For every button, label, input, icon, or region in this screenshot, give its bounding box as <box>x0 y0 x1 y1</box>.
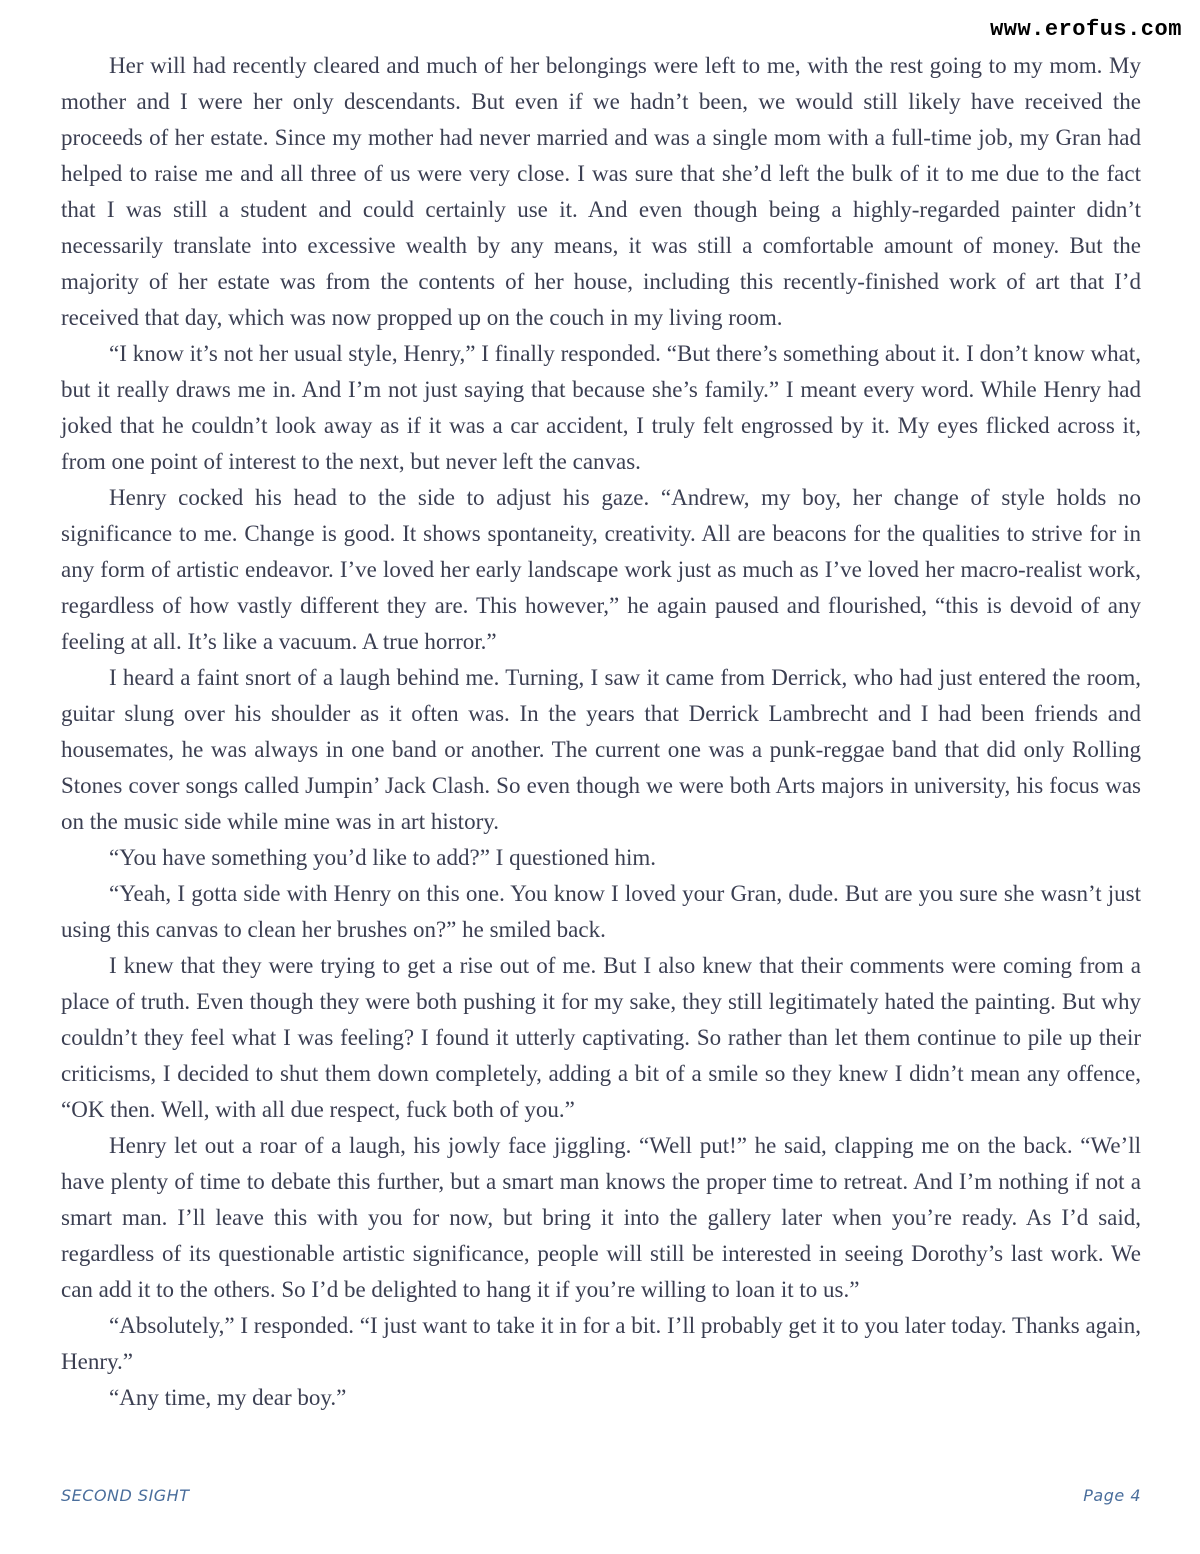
paragraph: Henry let out a roar of a laugh, his jowly face jiggling. “Well put!” he said, clapping me on the back. “We’ll have plenty of time to debate this further, but a smart man knows the proper time to retreat. And I’m nothing if not a smart man. I’ll leave this with you for now, but bring it into the gallery later when you’re ready. As I’d said, regardless of its questionable artistic significance, people will still be interested in seeing Dorothy’s last work. We can add it to the others. So I’d be delighted to hang it if you’re willing to loan it to us.” <box>61 1133 1141 1302</box>
page-number: Page 4 <box>1083 1486 1141 1505</box>
paragraph: “Yeah, I gotta side with Henry on this one. You know I loved your Gran, dude. But are you sure she wasn’t just using this canvas to clean her brushes on?” he smiled back. <box>61 881 1141 942</box>
paragraph: “You have something you’d like to add?” I questioned him. <box>109 845 657 870</box>
paragraph: I heard a faint snort of a laugh behind me. Turning, I saw it came from Derrick, who had just entered the room, guitar slung over his shoulder as it often was. In the years that Derrick Lambrecht and I had been friends and housemates, he was always in one band or another. The current one was a punk-reggae band that did only Rolling Stones cover songs called Jumpin’ Jack Clash. So even though we were both Arts majors in university, his focus was on the music side while mine was in art history. <box>61 665 1141 834</box>
paragraph: Henry cocked his head to the side to adjust his gaze. “Andrew, my boy, her change of style holds no significance to me. Change is good. It shows spontaneity, creativity. All are beacons for the qualities to strive for in any form of artistic endeavor. I’ve loved her early landscape work just as much as I’ve loved her macro-realist work, regardless of how vastly different they are. This however,” he again paused and flourished, “this is devoid of any feeling at all. It’s like a vacuum. A true horror.” <box>61 485 1141 654</box>
page-footer <box>61 1486 1141 1505</box>
footer-title: SECOND SIGHT <box>61 1486 190 1505</box>
watermark-text: www.erofus.com <box>990 16 1182 42</box>
paragraph: “Absolutely,” I responded. “I just want to take it in for a bit. I’ll probably get it to you later today. Thanks again, Henry.” <box>61 1313 1141 1374</box>
paragraph: “I know it’s not her usual style, Henry,” I finally responded. “But there’s something about it. I don’t know what, but it really draws me in. And I’m not just saying that because she’s family.” I meant every word. While Henry had joked that he couldn’t look away as if it was a car accident, I truly felt engrossed by it. My eyes flicked across it, from one point of interest to the next, but never left the canvas. <box>61 341 1141 474</box>
paragraph: “Any time, my dear boy.” <box>109 1385 347 1410</box>
story-text <box>61 48 1141 1416</box>
paragraph: Her will had recently cleared and much of her belongings were left to me, with the rest going to my mom. My mother and I were her only descendants. But even if we hadn’t been, we would still likely have received the proceeds of her estate. Since my mother had never married and was a single mom with a full-time job, my Gran had helped to raise me and all three of us were very close. I was sure that she’d left the bulk of it to me due to the fact that I was still a student and could certainly use it. And even though being a highly-regarded painter didn’t necessarily translate into excessive wealth by any means, it was still a comfortable amount of money. But the majority of her estate was from the contents of her house, including this recently-finished work of art that I’d received that day, which was now propped up on the couch in my living room. <box>61 53 1141 330</box>
paragraph: I knew that they were trying to get a rise out of me. But I also knew that their comments were coming from a place of truth. Even though they were both pushing it for my sake, they still legitimately hated the painting. But why couldn’t they feel what I was feeling? I found it utterly captivating. So rather than let them continue to pile up their criticisms, I decided to shut them down completely, adding a bit of a smile so they knew I didn’t mean any offence, “OK then. Well, with all due respect, fuck both of you.” <box>61 953 1141 1122</box>
